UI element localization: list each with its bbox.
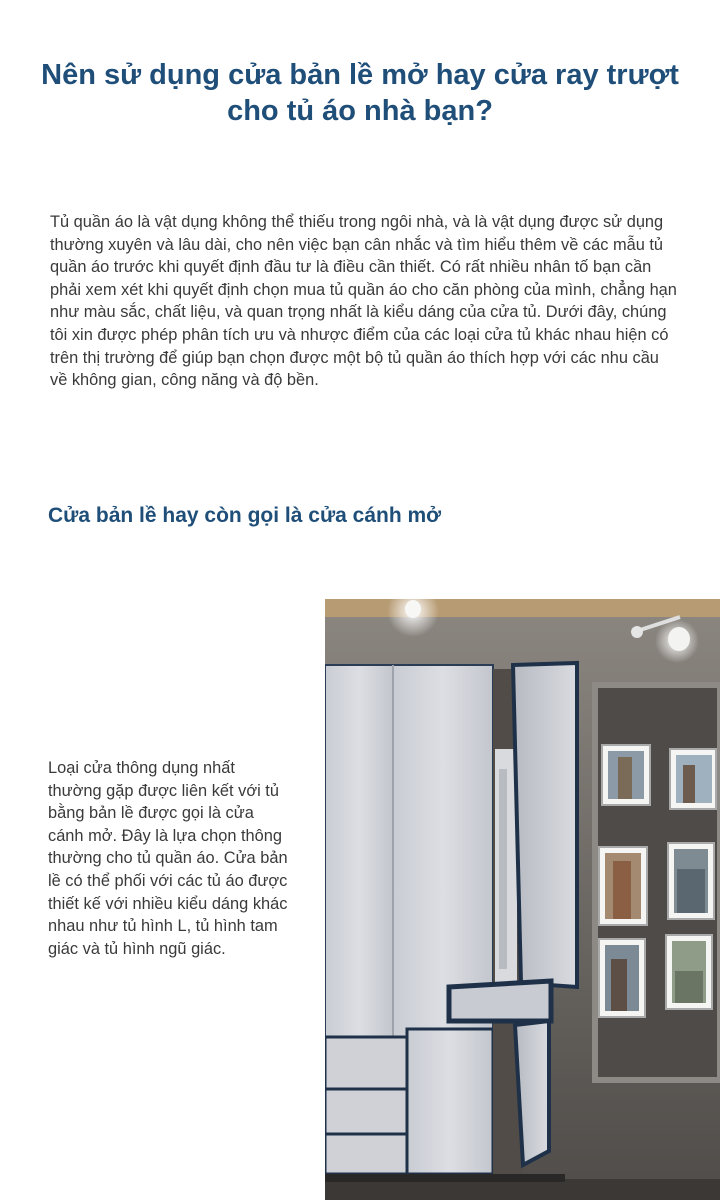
floor — [325, 1179, 720, 1200]
drawer — [325, 1037, 407, 1089]
open-door-upper — [513, 663, 577, 987]
plinth — [325, 1174, 565, 1182]
open-door-lower — [515, 1021, 549, 1165]
drawer — [325, 1134, 407, 1174]
page-title: Nên sử dụng cửa bản lề mở hay cửa ray trượt cho tủ áo nhà bạn? — [41, 59, 679, 127]
middle-drawer — [449, 981, 551, 1021]
spotlight-right — [668, 627, 690, 651]
cabinet-door-left — [325, 665, 393, 1037]
drawer — [325, 1089, 407, 1134]
section-heading: Cửa bản lề hay còn gọi là cửa cánh mở — [48, 504, 442, 527]
spotlight-left — [405, 600, 421, 618]
cabinet-lower-door — [407, 1029, 493, 1174]
wardrobe-photo — [325, 599, 720, 1200]
intro-paragraph: Tủ quần áo là vật dụng không thể thiếu trong ngôi nhà, và là vật dụng được sử dụng thường xuyên và lâu dài, cho nên việc bạn cân nhắc và tìm hiểu thêm về các mẫu tủ quần áo trước khi quyết định đầu tư là điều cần thiết. Có rất nhiều nhân tố bạn cần phải xem xét khi quyết định chọn mua tủ quần áo cho căn phòng của mình, chẳng hạn như màu sắc, chất liệu, và quan trọng nhất là kiểu dáng của cửa tủ. Dưới đây, chúng tôi xin được phép phân tích ưu và nhược điểm của các loại cửa tủ khác nhau hiện có trên thị trường để giúp bạn chọn được một bộ tủ quần áo thích hợp với các nhu cầu về không gian, công năng và độ bền. — [50, 213, 677, 390]
cabinet-door-center — [393, 665, 493, 1037]
section-body-text: Loại cửa thông dụng nhất thường gặp được liên kết với tủ bằng bản lề được gọi là cửa cánh mở. Đây là lựa chọn thông thường cho tủ quần áo. Cửa bản lề có thể phối với các tủ áo được thiết kế với nhiều kiểu dáng khác nhau như tủ hình L, tủ hình tam giác và tủ hình ngũ giác. — [48, 759, 288, 958]
spotlight-base-right — [631, 626, 643, 638]
